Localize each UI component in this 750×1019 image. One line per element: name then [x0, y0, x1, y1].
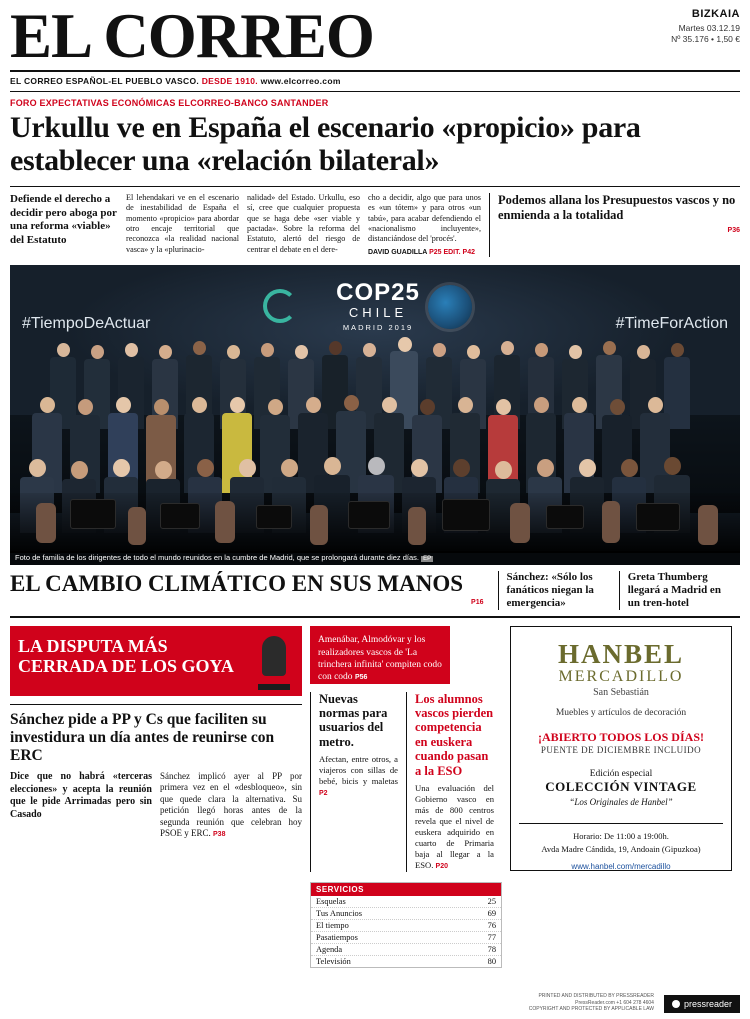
person-head	[193, 341, 206, 355]
person-head	[91, 345, 104, 359]
goya-title: LA DISPUTA MÁS CERRADA DE LOS GOYA	[18, 636, 234, 677]
servicios-rows	[311, 896, 501, 967]
masthead-subtitle	[10, 72, 740, 91]
person-head	[159, 345, 172, 359]
byline-name: DAVID GUADILLA	[368, 248, 428, 256]
camera-icon	[256, 505, 292, 529]
top-story-column-3-text: cho a decidir, algo que para unos es «un tótem» y para otros «un tabú», para acabar defendiendo el «nacionalismo incluyente», distanciándose del 'procés'.	[368, 192, 481, 244]
camera-icon	[348, 501, 390, 529]
secondary-story-box[interactable]	[489, 193, 740, 257]
person-head	[664, 457, 681, 475]
hand	[602, 501, 620, 543]
person-head	[363, 343, 376, 357]
pressreader-icon	[672, 1000, 680, 1008]
euskera-headline: Los alumnos vascos pierden competencia en euskera cuando pasan a la ESO	[415, 691, 494, 778]
lower-right-column	[510, 626, 732, 968]
hand	[310, 505, 328, 545]
servicios-label: El tiempo	[316, 920, 349, 930]
servicios-row[interactable]	[311, 908, 501, 920]
servicios-page: 80	[487, 956, 496, 966]
lower-section	[10, 618, 740, 968]
climate-section-bar	[10, 565, 740, 618]
person-head	[329, 341, 342, 355]
top-story-headline[interactable]: Urkullu ve en España el escenario «propicio» para establecer una «relación bilateral»	[10, 110, 641, 178]
servicios-page: 25	[487, 896, 496, 906]
hashtag-spanish: #TiempoDeActuar	[22, 315, 151, 333]
goya-promo[interactable]	[10, 626, 302, 696]
hashtag-english: #TimeForAction	[615, 315, 728, 333]
top-story-lead: Defiende el derecho a decidir pero aboga por una reforma «viable» del Estatuto	[10, 192, 117, 247]
ad-website[interactable]: www.hanbel.com/mercadillo	[571, 861, 671, 871]
metro-headline: Nuevas normas para usuarios del metro.	[319, 691, 388, 749]
person-head	[306, 397, 321, 413]
photo-caption	[10, 551, 740, 565]
camera-icon	[70, 499, 116, 529]
metro-page: P2	[319, 790, 328, 798]
person-head	[239, 459, 256, 477]
person-head	[398, 337, 412, 352]
secondary-story-headline: Podemos allana los Presupuestos vascos y no enmienda a la totalidad	[498, 192, 736, 223]
goya-statue-base	[258, 684, 290, 690]
photo-caption-text: Foto de familia de los dirigentes de todo el mundo reunidos en la cumbre de Madrid, que se prolongará durante diez días.	[15, 553, 419, 563]
goya-statue-body	[262, 636, 286, 676]
camera-icon	[546, 505, 584, 529]
metro-body	[319, 749, 398, 799]
hand	[698, 505, 718, 545]
sanchez-page[interactable]: P38	[213, 831, 226, 839]
page-footer	[10, 993, 740, 1013]
ad-originals: “Los Originales de Hanbel”	[569, 797, 673, 808]
cop25-location: MADRID 2019	[342, 322, 414, 332]
ad-open-notice: ¡ABIERTO TODOS LOS DÍAS!	[538, 730, 704, 745]
masthead	[10, 0, 740, 71]
servicios-page: 76	[487, 920, 496, 930]
byline-pages[interactable]: P25 EDIT. P42	[429, 248, 475, 256]
climate-item-sanchez[interactable]: Sánchez: «Sólo los fanáticos niegan la emergencia»	[498, 571, 619, 610]
sanchez-column-2	[160, 771, 302, 841]
top-story-deck	[10, 187, 740, 257]
hand	[408, 507, 426, 545]
person-head	[603, 341, 616, 355]
goya-promo-side[interactable]	[310, 626, 450, 683]
sanchez-headline[interactable]: Sánchez pide a PP y Cs que faciliten su investidura un día antes de reunirse con ERC	[10, 711, 275, 764]
edition-region: BIZKAIA	[691, 8, 740, 20]
lower-middle-column	[310, 626, 502, 968]
masthead-website[interactable]: www.elcorreo.com	[260, 75, 341, 86]
servicios-row[interactable]	[311, 944, 501, 956]
camera-icon	[442, 499, 490, 531]
ad-open-notice-2: PUENTE DE DICIEMBRE INCLUIDO	[540, 745, 702, 756]
top-story-column-1: El lehendakari ve en el escenario de inestabilidad de España el momento «propicio» para abordar otro encaje territorial que reconozca «la realidad nacional vasca» y la «plurinacio-	[126, 192, 239, 254]
metro-body-text: Afectan, entre otros, a viajeros con sillas de bebé, bicis y maletas	[319, 754, 398, 787]
person-head	[610, 399, 625, 415]
pressreader-badge[interactable]	[664, 995, 740, 1013]
hand	[128, 507, 146, 545]
person-head	[125, 343, 138, 357]
issue-date: Martes 03.12.19	[678, 23, 740, 33]
advertisement-hanbel[interactable]	[510, 626, 732, 871]
climate-item-thunberg[interactable]: Greta Thumberg llegará a Madrid en un tren-hotel	[619, 571, 740, 610]
masthead-since: DESDE 1910.	[201, 75, 258, 86]
person-head	[261, 343, 274, 357]
person-head	[535, 343, 548, 357]
ad-city: San Sebastián	[593, 687, 649, 699]
ad-brand-name: HANBEL	[557, 639, 685, 670]
goya-statue-icon	[250, 626, 302, 696]
climate-page[interactable]: P16	[471, 599, 484, 607]
person-head	[433, 343, 446, 357]
photographers-foreground	[10, 493, 740, 551]
camera-icon	[160, 503, 200, 529]
newspaper-title: EL CORREO	[10, 1, 374, 71]
masthead-left	[10, 1, 620, 71]
mid-articles	[310, 692, 502, 872]
person-head	[295, 345, 308, 359]
main-photo[interactable]	[10, 265, 740, 565]
cop25-logo-text	[293, 281, 463, 332]
person-head	[671, 343, 684, 357]
person-head	[467, 345, 480, 359]
servicios-row[interactable]	[311, 956, 501, 967]
footer-legal	[529, 993, 654, 1013]
footer-line-2: PressReader.com +1 604 278 4604	[575, 999, 654, 1006]
hand	[36, 503, 56, 543]
servicios-label: Tus Anuncios	[316, 908, 362, 918]
lower-left-column	[10, 626, 302, 968]
ad-hours: Horario: De 11:00 a 19:00h.	[573, 831, 669, 842]
servicios-page: 77	[487, 932, 496, 942]
sanchez-column-1: Dice que no habrá «terceras elecciones» y acepta la reunión que le pide Arrimadas pero sin Casado	[10, 770, 152, 821]
euskera-page: P20	[435, 862, 449, 870]
ad-collection: COLECCIÓN VINTAGE	[545, 779, 697, 795]
masthead-subtitle-text: EL CORREO ESPAÑOL-EL PUEBLO VASCO.	[10, 75, 200, 86]
hand	[510, 503, 530, 543]
servicios-label: Agenda	[316, 944, 343, 954]
servicios-page: 69	[487, 908, 496, 918]
footer-line-1: PRINTED AND DISTRIBUTED BY PRESSREADER	[538, 992, 654, 999]
issue-number: Nº 35.176 • 1,50 €	[671, 34, 740, 44]
cop25-subtitle: CHILE	[348, 305, 408, 321]
secondary-story-page: P36	[727, 227, 740, 235]
euskera-body-text: Una evaluación del Gobierno vasco en más de 800 centros revela que el nivel de euskera adquirido en cuarto de Primaria baja al llegar a la ESO.	[415, 782, 494, 870]
top-story-column-2: nalidad» del Estado. Urkullu, eso sí, cree que cualquier propuesta que se haga debe «ser viable y pactada». Sobre la reforma del Estatuto, alertó del riesgo de centrar el debate en el dere-	[247, 192, 360, 254]
pressreader-label: pressreader	[683, 999, 732, 1009]
servicios-title: SERVICIOS	[311, 883, 501, 896]
servicios-page: 78	[487, 944, 496, 954]
servicios-box	[310, 882, 502, 968]
ad-edition: Edición especial	[589, 769, 653, 780]
servicios-label: Televisión	[316, 956, 351, 966]
person-head	[501, 341, 514, 355]
metro-article[interactable]	[310, 692, 398, 872]
person-head	[227, 345, 240, 359]
servicios-label: Esquelas	[316, 896, 346, 906]
cop25-title: COP25	[336, 279, 420, 307]
servicios-label: Pasatiempos	[316, 932, 358, 942]
climate-headline[interactable]: EL CAMBIO CLIMÁTICO EN SUS MANOS	[10, 571, 464, 597]
person-head	[621, 459, 638, 477]
person-head	[648, 397, 663, 413]
camera-icon	[636, 503, 680, 531]
sanchez-body	[10, 765, 302, 841]
photo-credit: EP	[423, 556, 432, 563]
ad-contact-box	[519, 823, 723, 856]
goya-side-page: P56	[354, 674, 368, 682]
person-head	[268, 399, 283, 415]
euskera-article[interactable]	[406, 692, 494, 872]
ad-brand-sub: MERCADILLO	[558, 668, 684, 686]
top-story-column-3	[368, 193, 481, 257]
servicios-row[interactable]	[311, 920, 501, 932]
footer-line-3: COPYRIGHT AND PROTECTED BY APPLICABLE LAW	[528, 1006, 654, 1013]
top-story-byline	[368, 249, 481, 258]
hand	[215, 501, 235, 543]
top-story-strap: FORO EXPECTATIVAS ECONÓMICAS ELCORREO-BANCO SANTANDER	[10, 97, 329, 108]
masthead-right	[620, 6, 740, 44]
person-head	[281, 459, 298, 477]
servicios-row[interactable]	[311, 896, 501, 908]
euskera-body	[415, 778, 494, 872]
ad-tagline: Muebles y artículos de decoración	[555, 708, 687, 719]
person-head	[57, 343, 70, 357]
goya-side-text: Amenábar, Almodóvar y los realizadores vascos de 'La trinchera infinita' compiten codo con codo	[318, 635, 442, 683]
person-head	[569, 345, 582, 359]
person-head	[637, 345, 650, 359]
ad-address: Avda Madre Cándida, 19, Andoain (Gipuzkoa)	[541, 844, 701, 855]
sanchez-column-2-text: Sánchez implicó ayer al PP por primera vez en el «desbloqueo», sin que quede clara la alternativa. Su petición llegó horas antes de la segunda reunión que celebran hoy PSOE y ERC.	[160, 770, 302, 839]
servicios-row[interactable]	[311, 932, 501, 944]
